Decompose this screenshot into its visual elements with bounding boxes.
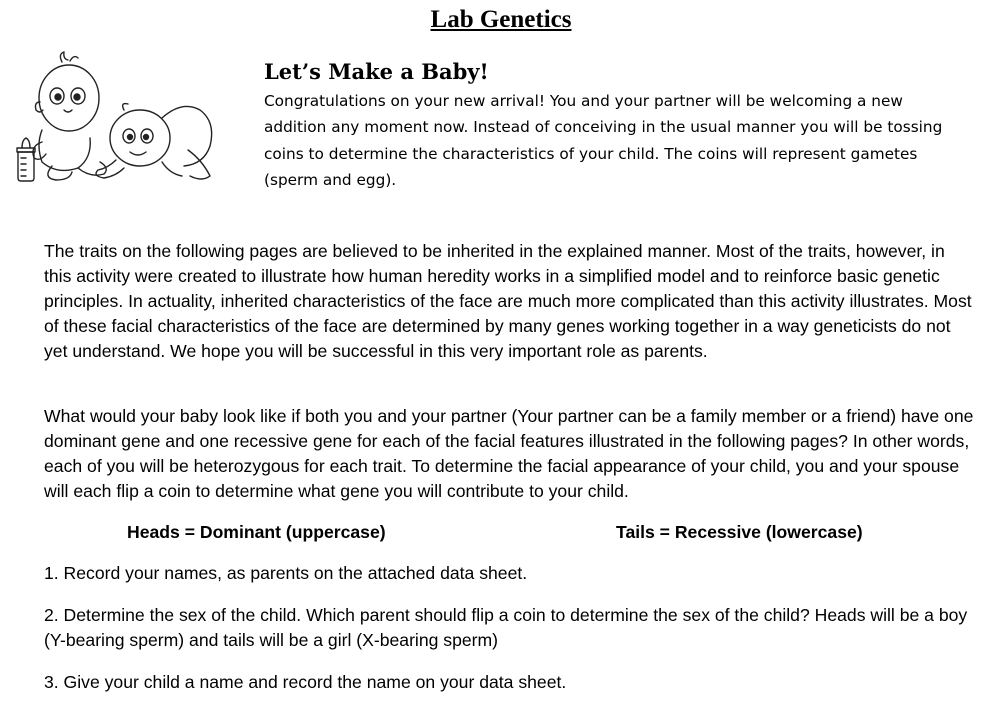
step-item: 2. Determine the sex of the child. Which parent should flip a coin to determine the sex of the child? Heads will be a boy (Y-bearing sperm) and tails will be a girl (X-bearing sperm) [44,605,968,650]
sitting-baby-icon [33,52,106,180]
step-item: 3. Give your child a name and record the name on your data sheet. [44,672,567,692]
coin-key [0,519,1002,545]
body-paragraph: What would your baby look like if both you and your partner (Your partner can be a family member or a friend) have one dominant gene and one recessive gene for each of the facial features illustrated in the following pages? In other words, each of you will be heterozygous for each trait. To determine the facial appearance of your child, you and your spouse will each flip a coin to determine what gene you will contribute to your child. [44,406,974,501]
intro-section [264,58,964,193]
crawling-baby-icon [96,104,212,179]
intro-text: Congratulations on your new arrival! You and your partner will be welcoming a new addition any moment now. Instead of conceiving in the usual manner you will be tossing coins to determine the characteristics of your child. The coins will represent gametes (sperm and egg). [264,92,943,189]
intro-heading: Let’s Make a Baby! [264,59,489,84]
page-title: Lab Genetics [430,6,572,33]
body-paragraph: The traits on the following pages are believed to be inherited in the explained manner. Most of the traits, however, in this activity were created to illustrate how human heredity works in a simplified model and to reinforce basic genetic principles. In actuality, inherited characteristics of the face are much more complicated than this activity illustrates. Most of these facial characteristics of the face are determined by many genes working together in a way geneticists do not yet understand. We hope you will be successful in this very important role as parents. [44,241,972,361]
babies-with-bottle-illustration [12,50,217,185]
step-item: 1. Record your names, as parents on the attached data sheet. [44,563,528,583]
heads-key: Heads = Dominant (uppercase) [127,522,386,542]
baby-bottle-icon [17,138,35,181]
tails-key: Tails = Recessive (lowercase) [616,522,863,542]
